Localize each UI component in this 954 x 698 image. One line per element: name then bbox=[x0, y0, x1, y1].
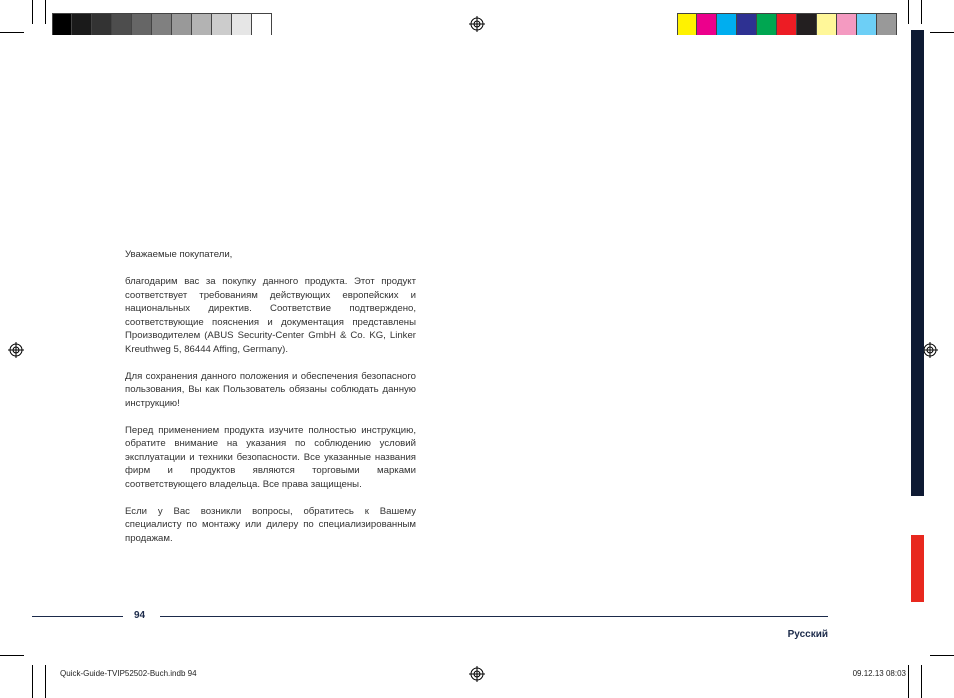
crop-mark bbox=[930, 32, 954, 33]
crop-mark bbox=[921, 665, 922, 698]
color-swatch bbox=[232, 14, 252, 35]
color-swatch bbox=[212, 14, 232, 35]
color-swatch bbox=[817, 14, 837, 35]
paragraph: Если у Вас возникли вопросы, обратитесь к Вашему специалисту по монтажу или дилеру по специализированным продажам. bbox=[125, 505, 416, 544]
salutation: Уважаемые покупатели, bbox=[125, 249, 233, 260]
registration-mark-icon bbox=[469, 16, 485, 32]
color-swatch bbox=[72, 14, 92, 35]
color-swatch bbox=[252, 14, 272, 35]
color-swatch bbox=[677, 14, 697, 35]
crop-mark bbox=[921, 0, 922, 24]
page-number: 94 bbox=[134, 610, 146, 621]
crop-mark bbox=[908, 665, 909, 698]
crop-mark bbox=[32, 665, 33, 698]
color-swatch bbox=[737, 14, 757, 35]
color-swatch bbox=[717, 14, 737, 35]
grayscale-color-bar bbox=[52, 13, 272, 34]
crop-mark bbox=[32, 0, 33, 24]
slug-file-name: Quick-Guide-TVIP52502-Buch.indb 94 bbox=[60, 669, 197, 678]
paragraph: благодарим вас за покупку данного продукта. Этот продукт соответствует требованиям действующих европейских и национальных директив. Соответствие подтверждено, соответствующие пояснения и документация представлены Производителем (ABUS Security-Center GmbH & Co. KG, Linker Kreuthweg 5, 86444 Affing, Germany). bbox=[125, 276, 416, 355]
color-swatch bbox=[132, 14, 152, 35]
registration-mark-icon bbox=[469, 666, 485, 682]
language-label: Русский bbox=[787, 629, 828, 640]
paragraph: Перед применением продукта изучите полностью инструкцию, обратите внимание на указания по соблюдению условий эксплуатации и техники безопасности. Все указанные названия фирм и продуктов являются торговыми марками соответствующего владельца. Все права защищены. bbox=[125, 424, 416, 490]
color-swatch bbox=[152, 14, 172, 35]
footer-rule-right bbox=[160, 616, 828, 617]
crop-mark bbox=[930, 655, 954, 656]
chapter-tab-red bbox=[911, 535, 924, 602]
color-swatch bbox=[52, 14, 72, 35]
color-swatch bbox=[92, 14, 112, 35]
registration-mark-icon bbox=[922, 342, 938, 358]
crop-mark bbox=[45, 0, 46, 24]
crop-mark bbox=[0, 655, 24, 656]
color-swatch bbox=[757, 14, 777, 35]
body-text bbox=[125, 248, 416, 559]
color-swatch bbox=[192, 14, 212, 35]
slug-date: 09.12.13 08:03 bbox=[852, 669, 906, 678]
color-swatch bbox=[112, 14, 132, 35]
crop-mark bbox=[45, 665, 46, 698]
color-swatch bbox=[777, 14, 797, 35]
color-swatch bbox=[797, 14, 817, 35]
paragraph: Для сохранения данного положения и обеспечения безопасного пользования, Вы как Пользователь обязаны соблюдать данную инструкцию! bbox=[125, 370, 416, 409]
color-swatch bbox=[172, 14, 192, 35]
color-swatch bbox=[857, 14, 877, 35]
crop-mark bbox=[908, 0, 909, 24]
crop-mark bbox=[0, 32, 24, 33]
color-swatch bbox=[877, 14, 897, 35]
footer-rule-left bbox=[32, 616, 123, 617]
process-color-bar bbox=[677, 13, 897, 34]
registration-mark-icon bbox=[8, 342, 24, 358]
color-swatch bbox=[697, 14, 717, 35]
color-swatch bbox=[837, 14, 857, 35]
chapter-tab-navy bbox=[911, 30, 924, 496]
